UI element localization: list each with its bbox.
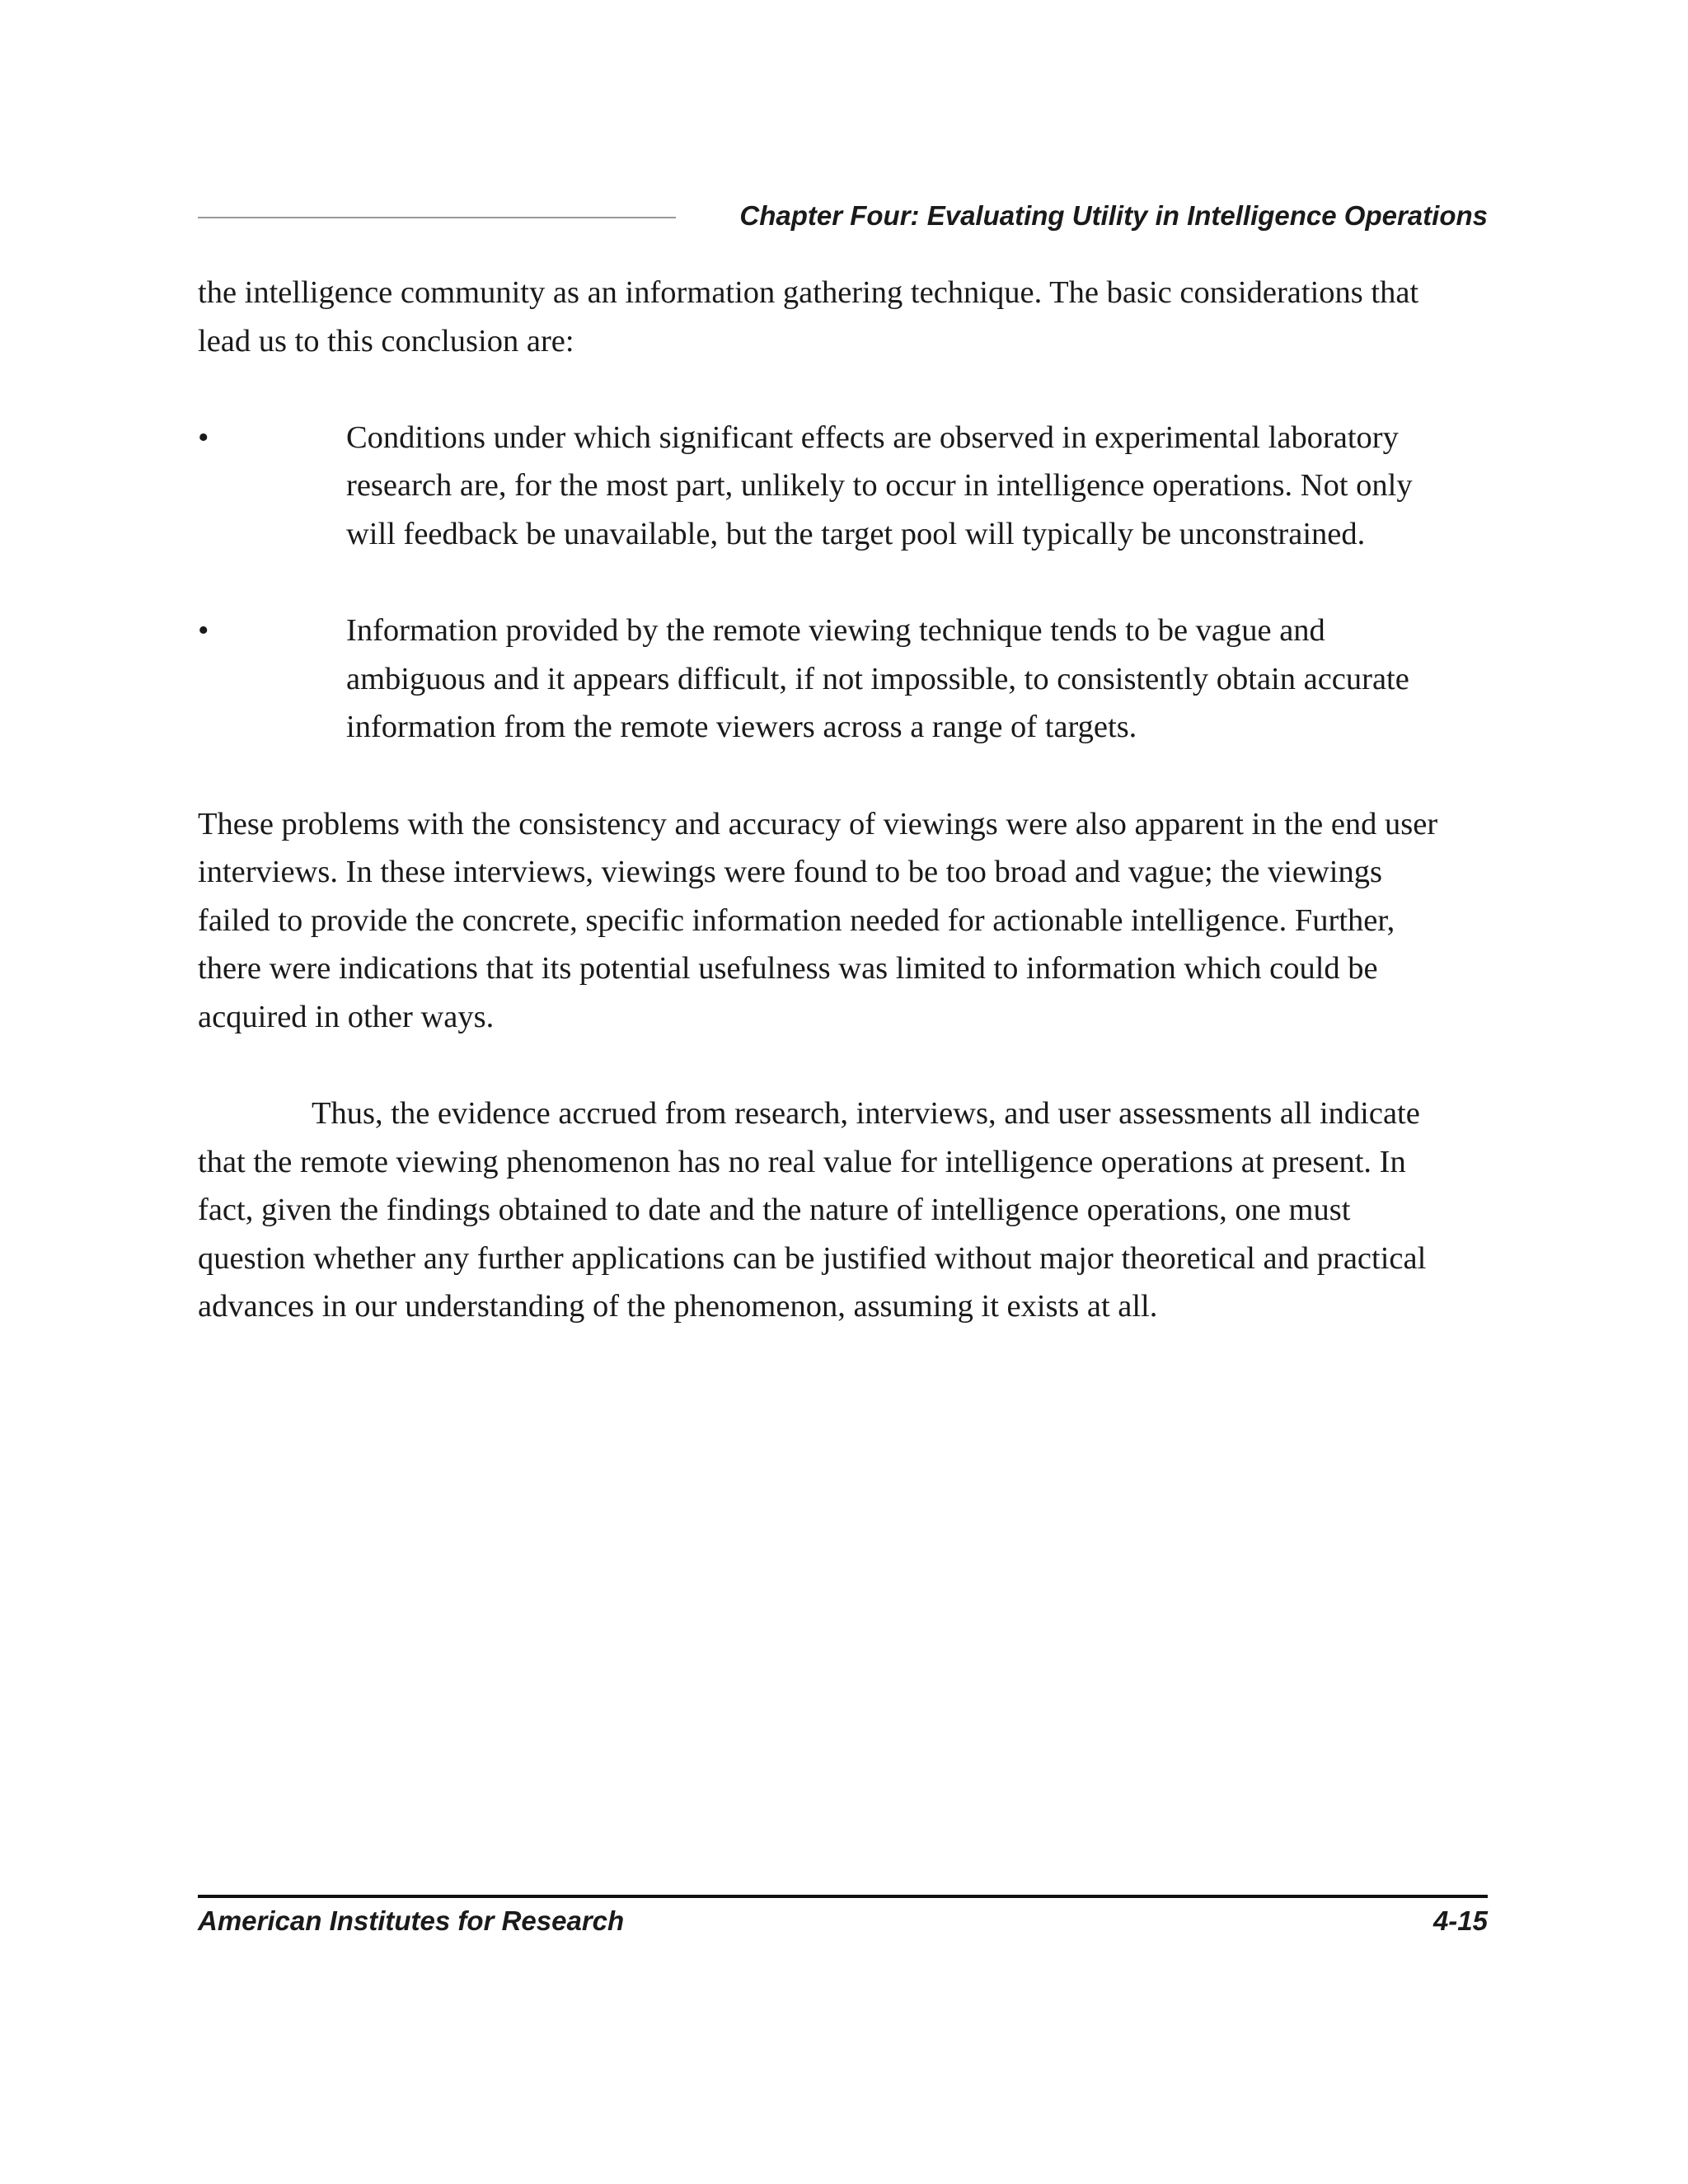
text-line: the intelligence community as an information gathering technique. The basic considerations that: [198, 275, 1419, 310]
chapter-title: Chapter Four: Evaluating Utility in Intelligence Operations: [739, 200, 1488, 231]
text-line: Conditions under which significant effects are observed in experimental laboratory: [346, 419, 1399, 455]
text-line: research are, for the most part, unlikely to occur in intelligence operations. Not only: [346, 468, 1413, 504]
text-line: information from the remote viewers across a range of targets.: [346, 710, 1137, 745]
conclusion-paragraph: [198, 1090, 1488, 1331]
bullet-marker: •: [198, 419, 209, 455]
footer-rule: [198, 1895, 1488, 1898]
intro-paragraph: [198, 269, 1488, 365]
text-line: Information provided by the remote viewing technique tends to be vague and: [346, 613, 1325, 649]
page-header: [198, 196, 1488, 237]
text-line: there were indications that its potential usefulness was limited to information which could be: [198, 951, 1378, 987]
text-line: ambiguous and it appears difficult, if not impossible, to consistently obtain accurate: [346, 661, 1409, 696]
page-number: 4-15: [1432, 1905, 1488, 1936]
text-line: lead us to this conclusion are:: [198, 323, 574, 359]
text-line: interviews. In these interviews, viewings were found to be too broad and vague; the viewings: [198, 855, 1382, 890]
consistency-paragraph: [198, 800, 1488, 1042]
bullet-item: [198, 414, 1488, 559]
text-line: will feedback be unavailable, but the target pool will typically be unconstrained.: [346, 516, 1366, 551]
text-line: These problems with the consistency and accuracy of viewings were also apparent in the end user: [198, 806, 1438, 841]
bullet-marker: •: [198, 613, 209, 649]
text-line: Thus, the evidence accrued from research, interviews, and user assessments all indicate: [312, 1096, 1420, 1132]
text-line: question whether any further applications can be justified without major theoretical and practical: [198, 1240, 1427, 1276]
header-rule: [198, 217, 676, 218]
text-line: advances in our understanding of the phenomenon, assuming it exists at all.: [198, 1289, 1158, 1324]
body-text: [198, 269, 1488, 1331]
text-line: acquired in other ways.: [198, 999, 495, 1034]
organization-name: American Institutes for Research: [198, 1905, 625, 1936]
bullet-item: [198, 607, 1488, 752]
text-line: failed to provide the concrete, specific information needed for actionable intelligence. Further,: [198, 902, 1395, 938]
page-footer: [198, 1901, 1488, 1943]
text-line: that the remote viewing phenomenon has no real value for intelligence operations at present. In: [198, 1144, 1406, 1179]
text-line: fact, given the findings obtained to date and the nature of intelligence operations, one must: [198, 1193, 1351, 1228]
